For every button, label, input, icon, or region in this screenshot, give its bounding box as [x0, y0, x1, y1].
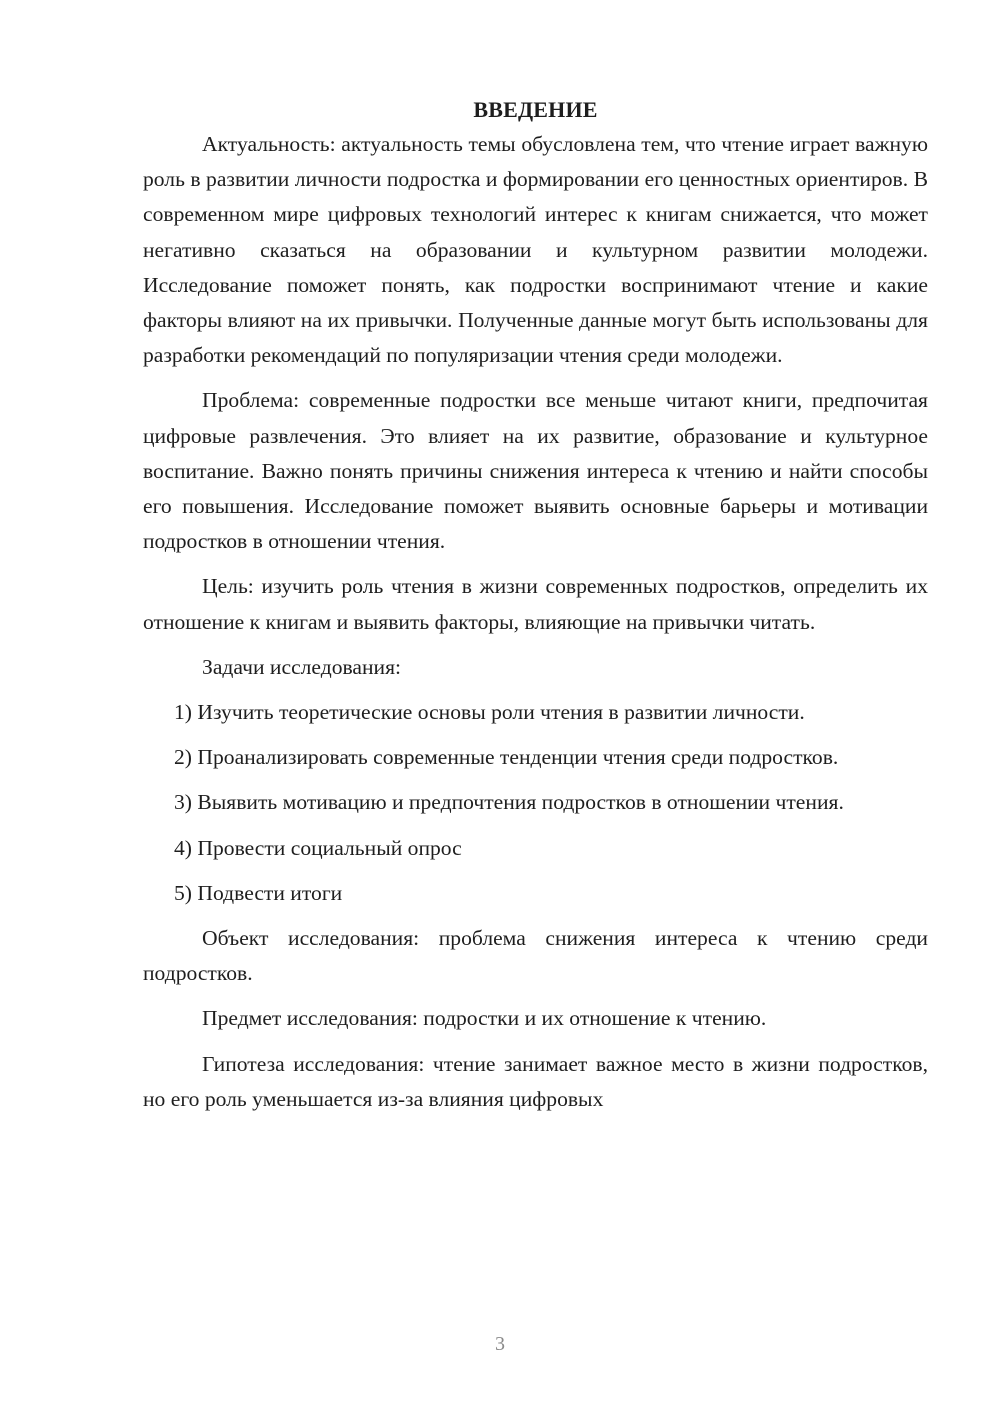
paragraph-problem: Проблема: современные подростки все меньше читают книги, предпочитая цифровые развлечения. Это влияет на их развитие, образование и культурное воспитание. Важно понять причины снижения интереса к чтению и найти способы его повышения. Исследование поможет выявить основные барьеры и мотивации подростков в отношении чтения.	[143, 388, 928, 554]
task-item-2: 2) Проанализировать современные тенденции чтения среди подростков.	[174, 745, 839, 770]
paragraph-goal: Цель: изучить роль чтения в жизни современных подростков, определить их отношение к книгам и выявить факторы, влияющие на привычки читать.	[143, 574, 928, 634]
page-number: 3	[495, 1333, 505, 1355]
document-page	[143, 92, 928, 1117]
section-heading: ВВЕДЕНИЕ	[473, 97, 598, 122]
task-item-3: 3) Выявить мотивацию и предпочтения подростков в отношении чтения.	[174, 790, 844, 815]
paragraph-hypothesis: Гипотеза исследования: чтение занимает важное место в жизни подростков, но его роль уменьшается из-за влияния цифровых	[143, 1051, 928, 1111]
paragraph-relevance: Актуальность: актуальность темы обусловлена тем, что чтение играет важную роль в развитии личности подростка и формировании его ценностных ориентиров. В современном мире цифровых технологий интерес к книгам снижается, что может негативно сказаться на образовании и культурном развитии молодежи. Исследование поможет понять, как подростки воспринимают чтение и какие факторы влияют на их привычки. Полученные данные могут быть использованы для разработки рекомендаций по популяризации чтения среди молодежи.	[143, 132, 928, 368]
paragraph-object: Объект исследования: проблема снижения интереса к чтению среди подростков.	[143, 926, 928, 986]
task-item-5: 5) Подвести итоги	[174, 880, 343, 905]
task-item-4: 4) Провести социальный опрос	[174, 835, 462, 860]
tasks-heading: Задачи исследования:	[202, 654, 402, 679]
paragraph-subject: Предмет исследования: подростки и их отношение к чтению.	[202, 1006, 767, 1031]
task-item-1: 1) Изучить теоретические основы роли чтения в развитии личности.	[174, 700, 805, 725]
